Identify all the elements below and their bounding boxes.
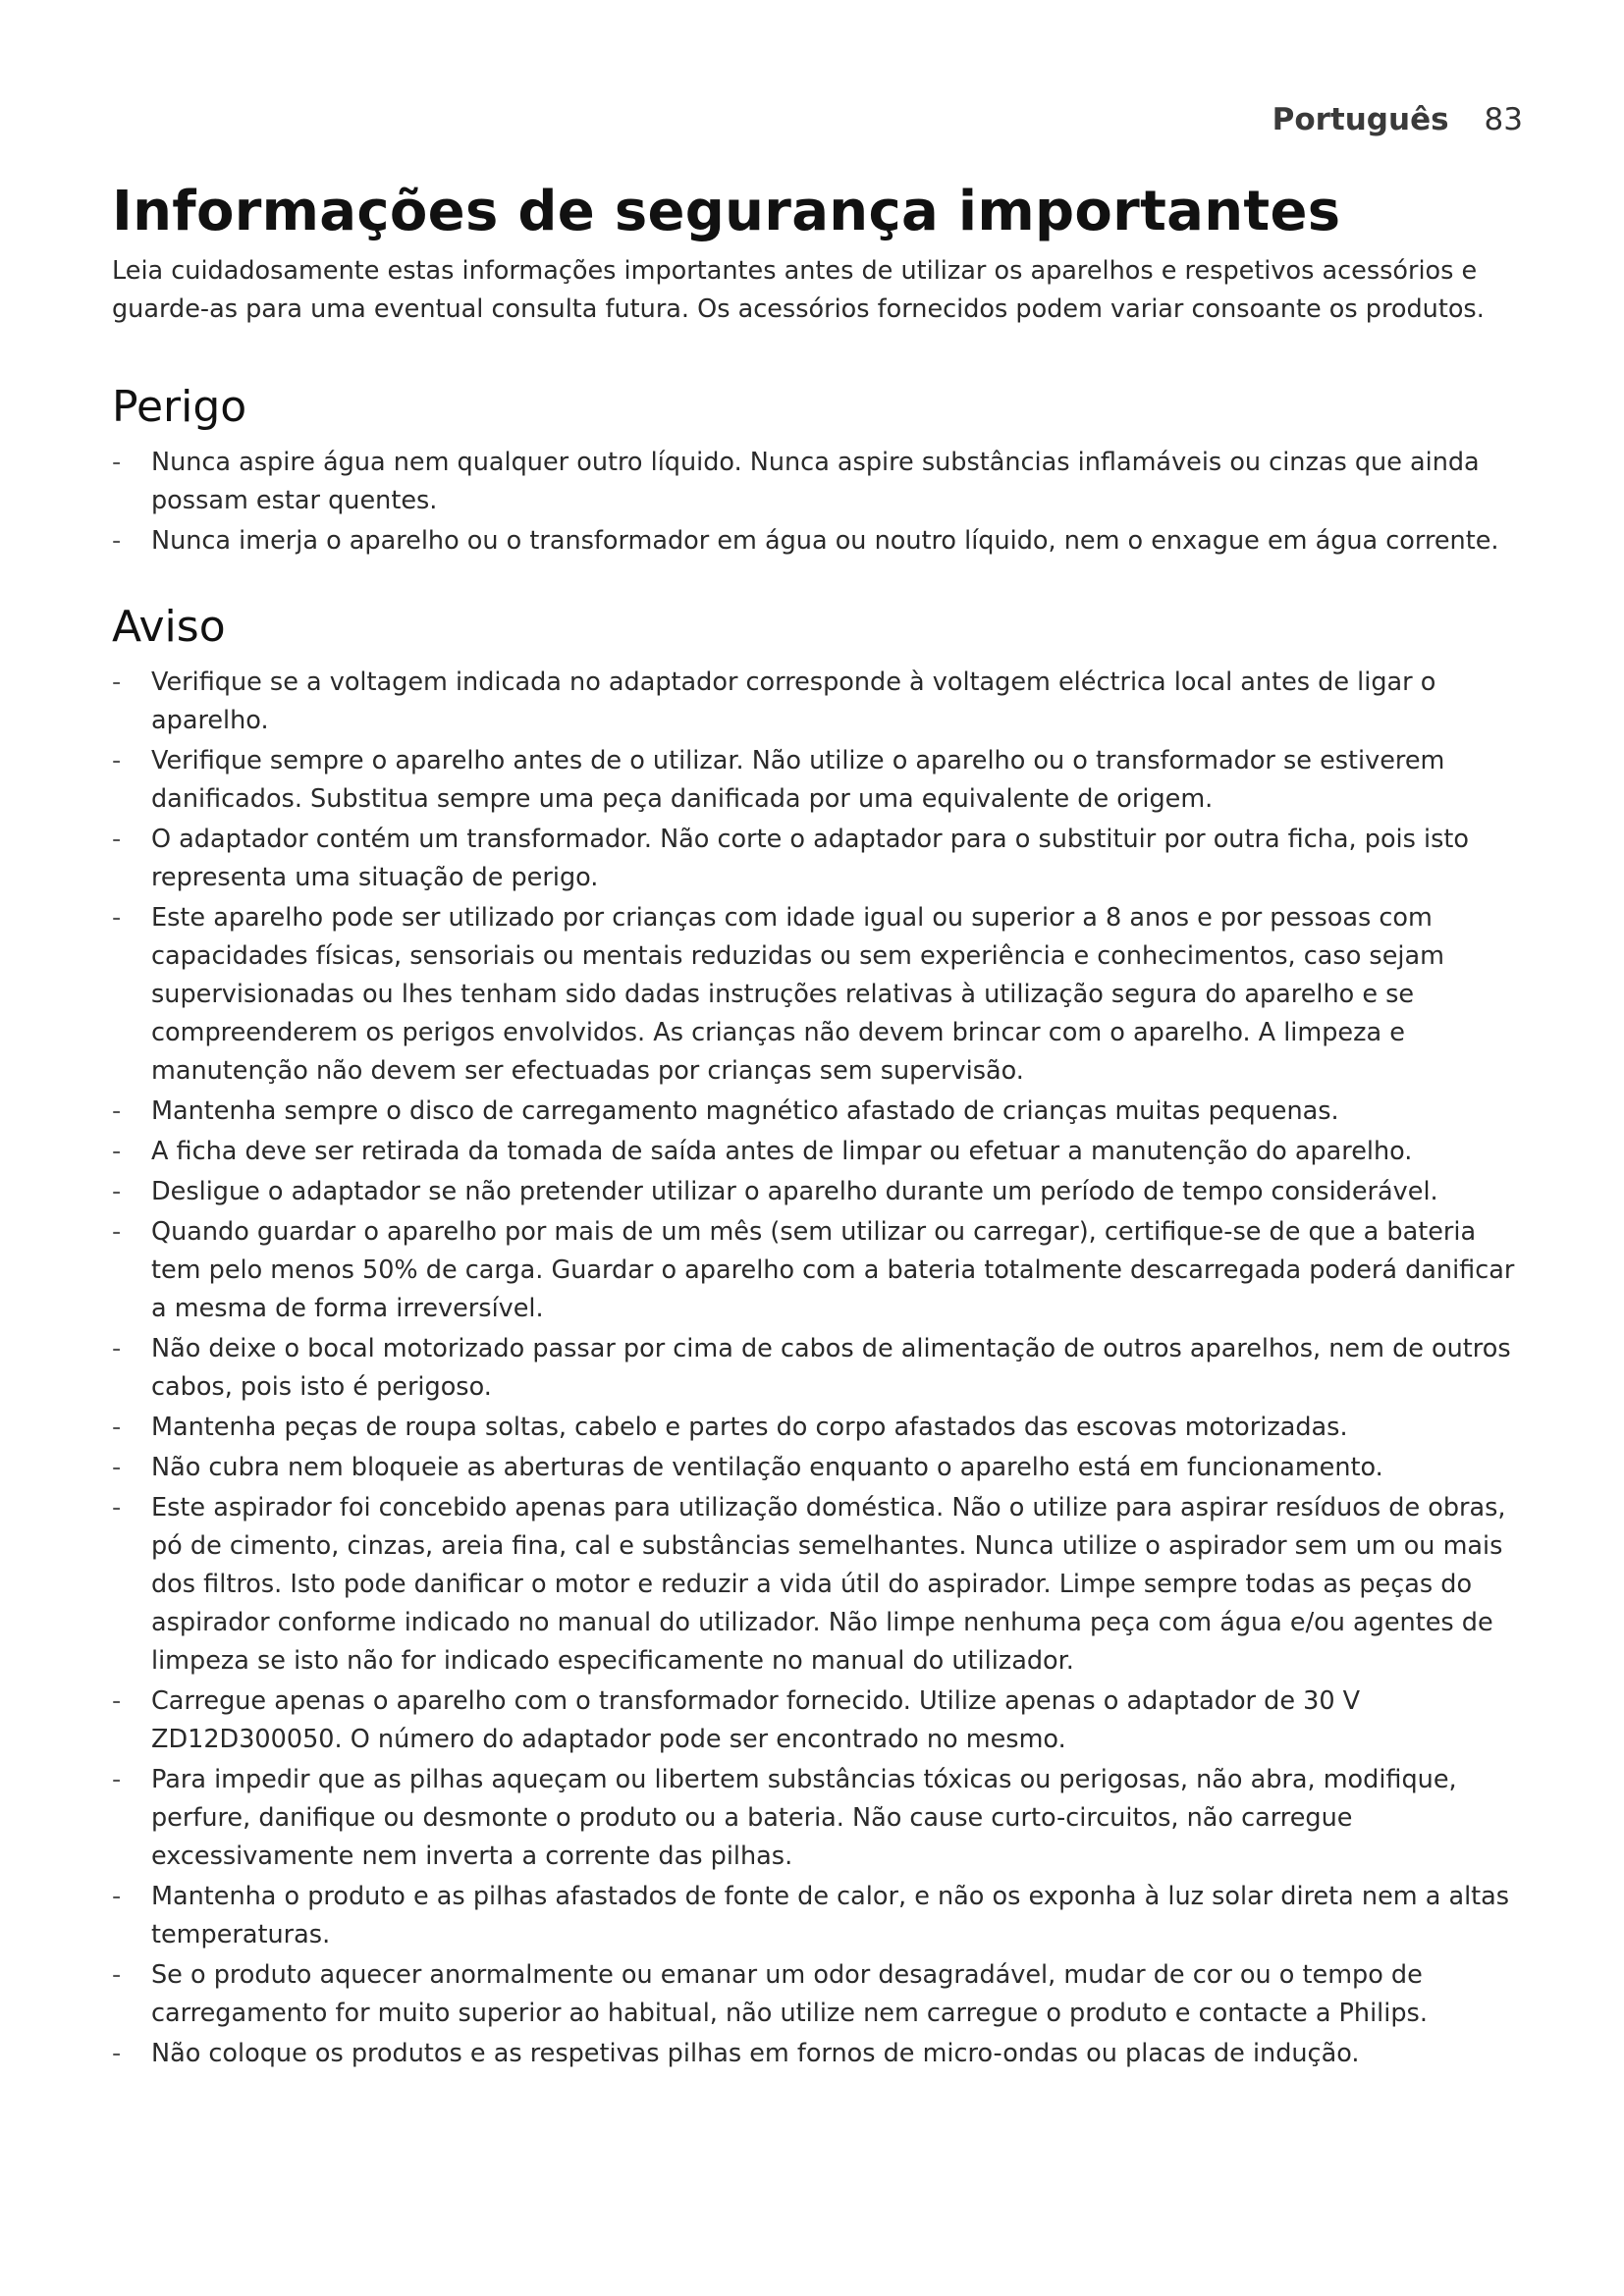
list-item [112,1878,1526,1954]
dash-bullet: - [112,1412,122,1442]
dash-bullet: - [112,824,122,854]
dash-bullet: - [112,1136,122,1166]
list-item [112,1213,1526,1328]
list-item-text: Verifique se a voltagem indicada no adaptador corresponde à voltagem eléctrica local antes de ligar o aparelho. [151,667,1436,735]
dash-bullet: - [112,1492,122,1522]
running-header [1272,102,1523,137]
list-item [112,1409,1526,1447]
list-item-text: Carregue apenas o aparelho com o transformador fornecido. Utilize apenas o adaptador de 30 V ZD12D300050. O número do adaptador pode ser encontrado no mesmo. [151,1685,1361,1754]
section-heading-aviso: Aviso [112,601,226,652]
dash-bullet: - [112,1095,122,1126]
dash-bullet: - [112,1333,122,1363]
list-item-text: Nunca aspire água nem qualquer outro líquido. Nunca aspire substâncias inflamáveis ou cinzas que ainda possam estar quentes. [151,447,1480,515]
page-number: 83 [1484,102,1523,137]
dash-bullet: - [112,1764,122,1794]
list-item [112,1330,1526,1407]
list-item [112,742,1526,819]
dash-bullet: - [112,1216,122,1247]
list-item [112,664,1526,740]
list-item-text: Não coloque os produtos e as respetivas pilhas em fornos de micro-ondas ou placas de indução. [151,2038,1360,2068]
header-language: Português [1272,102,1449,137]
list-item [112,522,1526,561]
dash-bullet: - [112,525,122,556]
page-content [112,179,1526,2075]
list-item-text: Verifique sempre o aparelho antes de o utilizar. Não utilize o aparelho ou o transformador se estiverem danificados. Substitua sempre uma peça danificada por uma equivalente de origem. [151,745,1445,814]
perigo-list [112,444,1526,561]
aviso-list [112,664,1526,2073]
list-item-text: Mantenha peças de roupa soltas, cabelo e partes do corpo afastados das escovas motorizadas. [151,1412,1348,1442]
dash-bullet: - [112,667,122,697]
list-item-text: Este aspirador foi concebido apenas para utilização doméstica. Não o utilize para aspirar resíduos de obras, pó de cimento, cinzas, areia fina, cal e substâncias semelhantes. Nunca utilize o aspirador sem um ou mais dos filtros. Isto pode danificar o motor e reduzir a vida útil do aspirador. Limpe sempre todas as peças do aspirador conforme indicado no manual do utilizador. Não limpe nenhuma peça com água e/ou agentes de limpeza se isto não for indicado especificamente no manual do utilizador. [151,1492,1506,1676]
list-item [112,444,1526,520]
list-item [112,1173,1526,1211]
dash-bullet: - [112,1959,122,1990]
list-item-text: Para impedir que as pilhas aqueçam ou libertem substâncias tóxicas ou perigosas, não abra, modifique, perfure, danifique ou desmonte o produto ou a bateria. Não cause curto-circuitos, não carregue excessivamente nem inverta a corrente das pilhas. [151,1764,1457,1871]
dash-bullet: - [112,1685,122,1716]
list-item-text: Mantenha sempre o disco de carregamento magnético afastado de crianças muitas pequenas. [151,1095,1339,1126]
dash-bullet: - [112,902,122,933]
dash-bullet: - [112,1176,122,1206]
dash-bullet: - [112,447,122,477]
list-item [112,1133,1526,1171]
list-item-text: Não deixe o bocal motorizado passar por cima de cabos de alimentação de outros aparelhos, nem de outros cabos, pois isto é perigoso. [151,1333,1511,1402]
list-item [112,1489,1526,1681]
dash-bullet: - [112,745,122,775]
list-item [112,899,1526,1091]
list-item-text: Este aparelho pode ser utilizado por crianças com idade igual ou superior a 8 anos e por pessoas com capacidades físicas, sensoriais ou mentais reduzidas ou sem experiência e conhecimentos, caso sejam supervisionadas ou lhes tenham sido dadas instruções relativas à utilização segura do aparelho e se compreenderem os perigos envolvidos. As crianças não devem brincar com o aparelho. A limpeza e manutenção não devem ser efectuadas por crianças sem supervisão. [151,902,1444,1086]
dash-bullet: - [112,2038,122,2068]
list-item-text: Desligue o adaptador se não pretender utilizar o aparelho durante um período de tempo considerável. [151,1176,1438,1206]
list-item [112,1761,1526,1876]
list-item-text: Quando guardar o aparelho por mais de um mês (sem utilizar ou carregar), certifique-se de que a bateria tem pelo menos 50% de carga. Guardar o aparelho com a bateria totalmente descarregada poderá danificar a mesma de forma irreversível. [151,1216,1515,1323]
list-item-text: Nunca imerja o aparelho ou o transformador em água ou noutro líquido, nem o enxague em água corrente. [151,525,1499,556]
intro-paragraph: Leia cuidadosamente estas informações importantes antes de utilizar os aparelhos e respetivos acessórios e guarde-as para uma eventual consulta futura. Os acessórios fornecidos podem variar consoante os produtos. [112,256,1485,325]
list-item [112,2035,1526,2073]
list-item-text: Não cubra nem bloqueie as aberturas de ventilação enquanto o aparelho está em funcionamento. [151,1452,1383,1482]
list-item [112,1093,1526,1131]
page-title: Informações de segurança importantes [112,180,1341,243]
list-item-text: Mantenha o produto e as pilhas afastados de fonte de calor, e não os exponha à luz solar direta nem a altas temperaturas. [151,1881,1510,1949]
dash-bullet: - [112,1881,122,1911]
list-item-text: O adaptador contém um transformador. Não corte o adaptador para o substituir por outra ficha, pois isto representa uma situação de perigo. [151,824,1469,892]
list-item [112,1956,1526,2033]
dash-bullet: - [112,1452,122,1482]
list-item [112,821,1526,897]
list-item-text: Se o produto aquecer anormalmente ou emanar um odor desagradável, mudar de cor ou o tempo de carregamento for muito superior ao habitual, não utilize nem carregue o produto e contacte a Philips. [151,1959,1428,2028]
list-item [112,1682,1526,1759]
list-item [112,1449,1526,1487]
section-heading-perigo: Perigo [112,382,247,433]
list-item-text: A ficha deve ser retirada da tomada de saída antes de limpar ou efetuar a manutenção do aparelho. [151,1136,1413,1166]
